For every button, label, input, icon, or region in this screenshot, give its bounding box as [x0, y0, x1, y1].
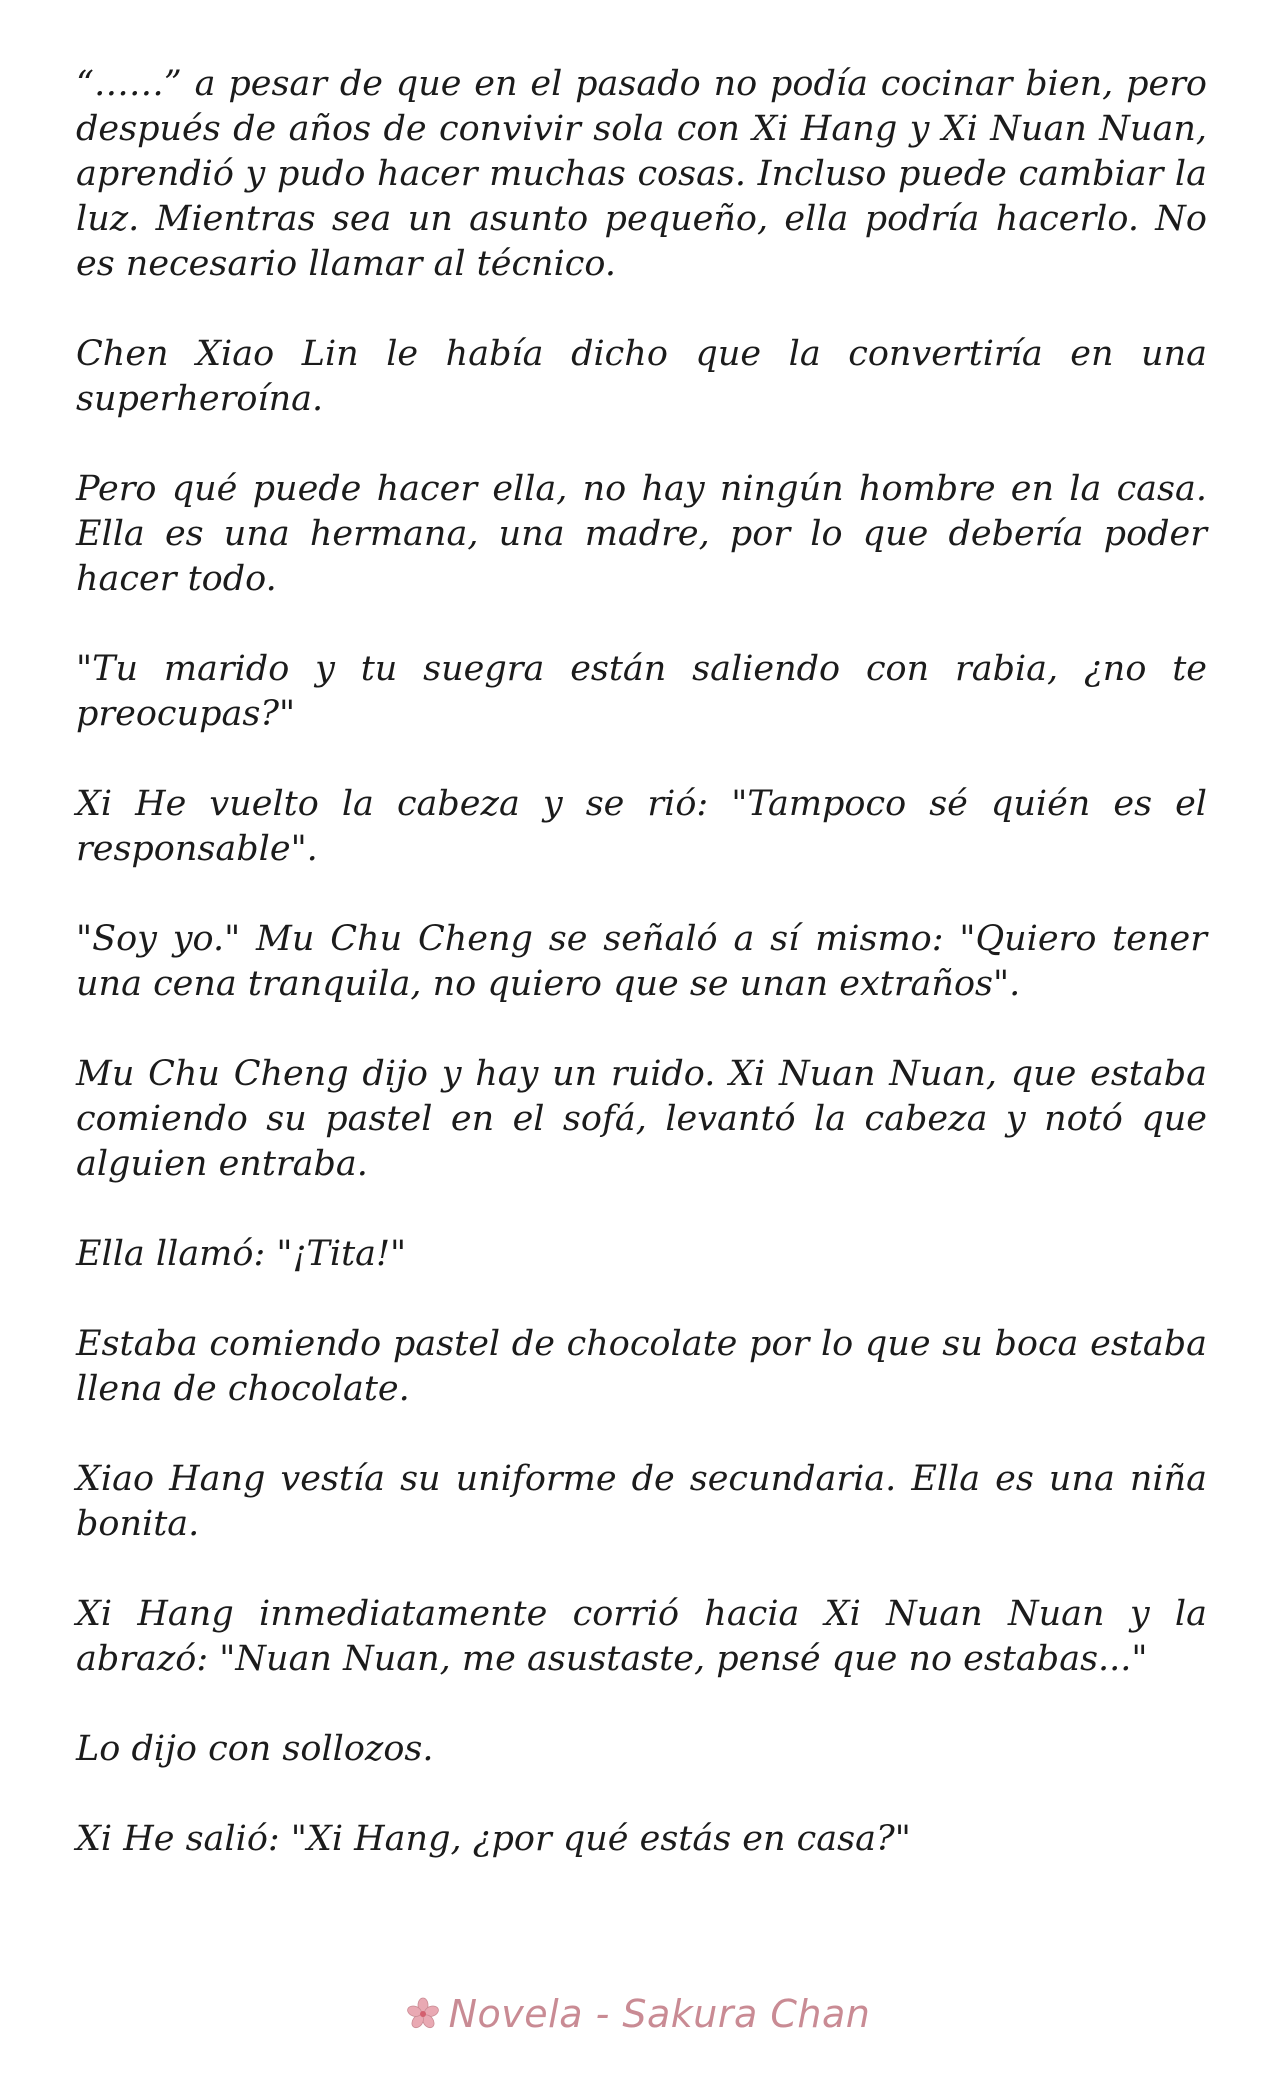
- watermark-text: Novela - Sakura Chan: [448, 1992, 871, 2036]
- paragraph: Lo dijo con sollozos.: [76, 1729, 434, 1769]
- paragraph: Ella llamó: "¡Tita!": [76, 1234, 407, 1274]
- watermark: [0, 1986, 1275, 2042]
- paragraph: Mu Chu Cheng dijo y hay un ruido. Xi Nuan Nuan, que estaba comiendo su pastel en el sofá, levantó la cabeza y notó que alguien entraba.: [76, 1054, 1207, 1184]
- paragraph: Chen Xiao Lin le había dicho que la convertiría en una superheroína.: [76, 334, 1207, 419]
- paragraph: Pero qué puede hacer ella, no hay ningún hombre en la casa. Ella es una hermana, una madre, por lo que debería poder hacer todo.: [76, 469, 1207, 599]
- paragraph: “……” a pesar de que en el pasado no podía cocinar bien, pero después de años de convivir sola con Xi Hang y Xi Nuan Nuan, aprendió y pudo hacer muchas cosas. Incluso puede cambiar la luz. Mientras sea un asunto pequeño, ella podría hacerlo. No es necesario llamar al técnico.: [76, 64, 1207, 284]
- paragraph: "Soy yo." Mu Chu Cheng se señaló a sí mismo: "Quiero tener una cena tranquila, no quiero que se unan extraños".: [76, 919, 1207, 1004]
- paragraph: Xi He salió: "Xi Hang, ¿por qué estás en casa?": [76, 1819, 911, 1859]
- paragraph: Xi Hang inmediatamente corrió hacia Xi Nuan Nuan y la abrazó: "Nuan Nuan, me asustaste, pensé que no estabas...": [76, 1594, 1207, 1679]
- paragraph: "Tu marido y tu suegra están saliendo con rabia, ¿no te preocupas?": [76, 649, 1207, 734]
- paragraph: Estaba comiendo pastel de chocolate por lo que su boca estaba llena de chocolate.: [76, 1324, 1207, 1409]
- document-body: [76, 62, 1207, 1907]
- paragraph: Xi He vuelto la cabeza y se rió: "Tampoco sé quién es el responsable".: [76, 784, 1207, 869]
- sakura-flower-icon: [405, 1996, 441, 2032]
- paragraph: Xiao Hang vestía su uniforme de secundaria. Ella es una niña bonita.: [76, 1459, 1207, 1544]
